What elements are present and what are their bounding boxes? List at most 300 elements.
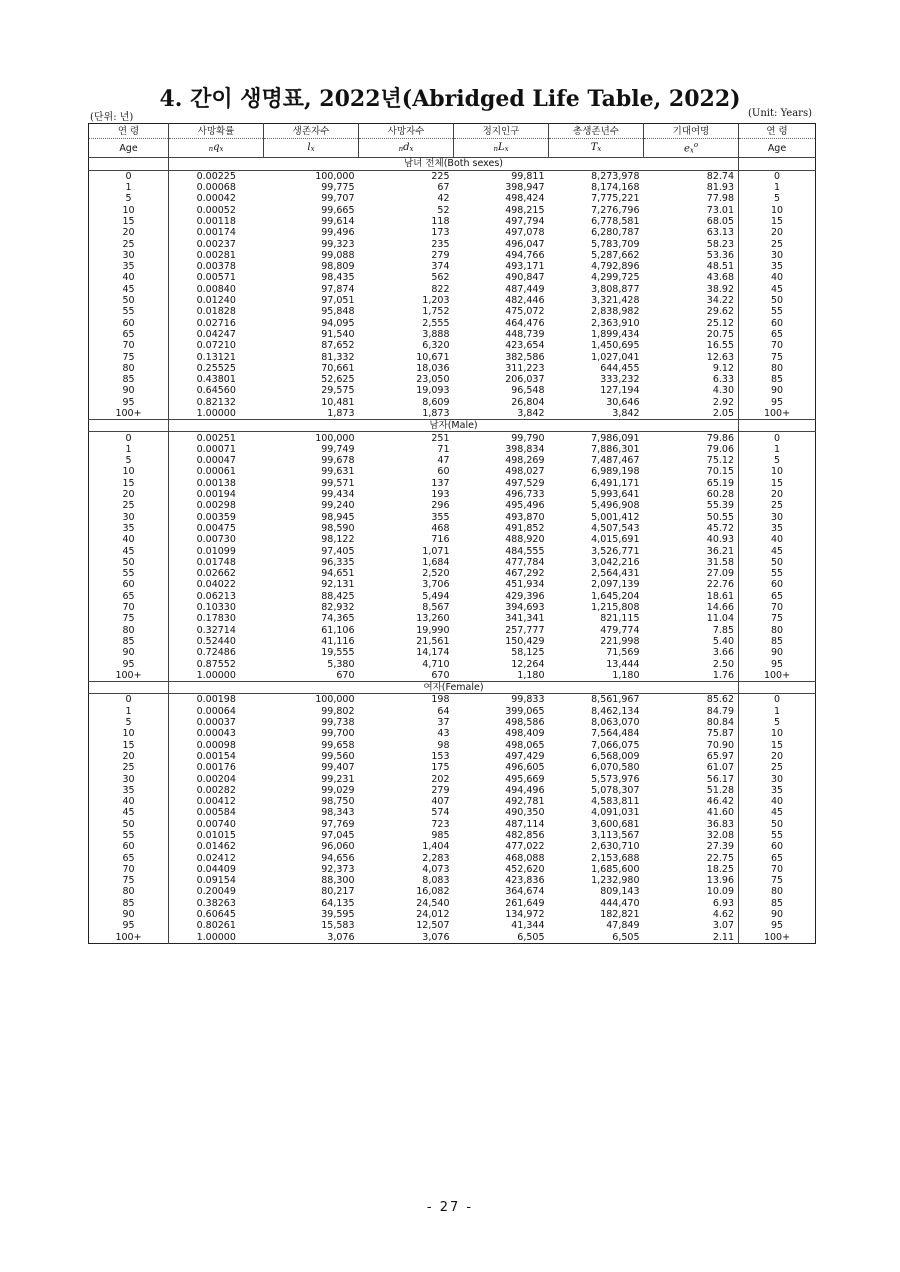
- cell-Lx: 206,037: [505, 374, 545, 386]
- cell-Tx: 1,215,808: [591, 602, 640, 614]
- cell-age-left: 0: [89, 170, 169, 182]
- cell-Tx: 8,462,134: [591, 705, 640, 717]
- cell-age-left: 90: [89, 647, 169, 658]
- table-row: [89, 717, 816, 728]
- cell-dx: 64: [437, 705, 450, 717]
- cell-Lx: 451,934: [505, 579, 545, 591]
- cell-age-right: 5: [739, 717, 816, 728]
- cell-qx: 0.01240: [196, 295, 236, 307]
- cell-Lx: 477,784: [505, 556, 545, 568]
- cell-qx: 0.00840: [196, 283, 236, 295]
- table-row: [89, 841, 816, 852]
- cell-lx: 99,323: [321, 238, 355, 250]
- cell-Tx: 2,838,982: [591, 306, 640, 318]
- cell-dx: 407: [431, 796, 450, 808]
- cell-age-right: 25: [739, 762, 816, 773]
- table-row: [89, 216, 816, 227]
- section-header-spacer: [739, 420, 816, 432]
- cell-age-left: 25: [89, 500, 169, 511]
- cell-Lx: 134,972: [505, 909, 545, 921]
- cell-lx: 99,749: [321, 443, 355, 455]
- cell-ex: 46.42: [706, 796, 734, 808]
- cell-qx: 0.00198: [196, 694, 236, 706]
- cell-Lx: 498,409: [505, 728, 545, 740]
- cell-Tx: 182,821: [600, 909, 640, 921]
- cell-lx: 100,000: [315, 694, 355, 706]
- cell-age-left: 75: [89, 875, 169, 886]
- cell-lx: 99,231: [321, 773, 355, 785]
- cell-Tx: 2,097,139: [591, 579, 640, 591]
- cell-Lx: 497,078: [505, 227, 545, 239]
- cell-qx: 0.00047: [196, 455, 236, 467]
- cell-Tx: 1,645,204: [591, 590, 640, 602]
- cell-lx: 98,590: [321, 522, 355, 534]
- cell-Tx: 1,450,695: [591, 340, 640, 352]
- cell-Lx: 490,350: [505, 807, 545, 819]
- cell-lx: 99,496: [321, 227, 355, 239]
- cell-lx: 99,434: [321, 489, 355, 501]
- table-row: [89, 340, 816, 351]
- header-row-korean: [89, 124, 816, 139]
- cell-ex: 70.90: [706, 739, 734, 751]
- cell-dx: 3,888: [422, 328, 450, 340]
- cell-age-left: 35: [89, 261, 169, 272]
- header-row-symbols: [89, 139, 816, 158]
- table-row: [89, 329, 816, 340]
- cell-lx: 87,652: [321, 340, 355, 352]
- cell-age-right: 5: [739, 193, 816, 204]
- cell-Tx: 479,774: [600, 624, 640, 636]
- header-age-ko-left: 연 령: [89, 124, 169, 139]
- table-row: [89, 819, 816, 830]
- cell-ex: 73.01: [706, 204, 734, 216]
- cell-qx: 0.00475: [196, 522, 236, 534]
- cell-lx: 19,555: [321, 647, 355, 659]
- cell-age-right: 60: [739, 579, 816, 590]
- cell-dx: 5,494: [422, 590, 450, 602]
- table-row: [89, 545, 816, 556]
- cell-Lx: 26,804: [511, 396, 545, 408]
- cell-qx: 1.00000: [196, 931, 236, 943]
- cell-Tx: 4,792,896: [591, 261, 640, 273]
- header-age-ko-right: 연 령: [739, 124, 816, 139]
- cell-age-right: 60: [739, 841, 816, 852]
- section-title: 남자(Male): [169, 420, 739, 432]
- cell-Tx: 6,505: [612, 931, 640, 943]
- cell-dx: 42: [437, 193, 450, 205]
- table-body: [89, 158, 816, 943]
- cell-ex: 16.55: [706, 340, 734, 352]
- cell-age-right: 55: [739, 830, 816, 841]
- cell-dx: 60: [437, 466, 450, 478]
- table-row: [89, 408, 816, 420]
- section-header-spacer: [739, 158, 816, 170]
- cell-Lx: 493,870: [505, 511, 545, 523]
- cell-ex: 41.60: [706, 807, 734, 819]
- table-row: [89, 807, 816, 818]
- cell-Tx: 3,042,216: [591, 556, 640, 568]
- cell-Tx: 30,646: [606, 396, 640, 408]
- cell-Lx: 6,505: [517, 931, 545, 943]
- cell-dx: 71: [437, 443, 450, 455]
- cell-Tx: 5,993,641: [591, 489, 640, 501]
- cell-ex: 2.92: [712, 396, 734, 408]
- cell-dx: 175: [431, 762, 450, 774]
- cell-lx: 98,122: [321, 534, 355, 546]
- section-title: 여자(Female): [169, 681, 739, 693]
- cell-dx: 225: [431, 170, 450, 182]
- cell-age-right: 30: [739, 773, 816, 784]
- table-row: [89, 694, 816, 706]
- cell-age-left: 85: [89, 898, 169, 909]
- cell-age-right: 80: [739, 363, 816, 374]
- cell-Tx: 3,808,877: [591, 283, 640, 295]
- cell-ex: 32.08: [706, 829, 734, 841]
- cell-qx: 0.00237: [196, 238, 236, 250]
- cell-Tx: 5,001,412: [591, 511, 640, 523]
- cell-Lx: 58,125: [511, 647, 545, 659]
- cell-qx: 0.01828: [196, 306, 236, 318]
- table-row: [89, 636, 816, 647]
- cell-age-right: 40: [739, 272, 816, 283]
- cell-qx: 0.00098: [196, 739, 236, 751]
- cell-lx: 98,750: [321, 796, 355, 808]
- cell-lx: 100,000: [315, 432, 355, 444]
- table-row: [89, 466, 816, 477]
- cell-Lx: 482,856: [505, 829, 545, 841]
- table-row: [89, 272, 816, 283]
- cell-qx: 0.04409: [196, 863, 236, 875]
- table-row: [89, 830, 816, 841]
- cell-qx: 0.80261: [196, 920, 236, 932]
- cell-lx: 100,000: [315, 170, 355, 182]
- table-row: [89, 261, 816, 272]
- table-row: [89, 170, 816, 182]
- cell-dx: 562: [431, 272, 450, 284]
- table-row: [89, 875, 816, 886]
- cell-qx: 0.00571: [196, 272, 236, 284]
- cell-Tx: 2,630,710: [591, 841, 640, 853]
- table-row: [89, 250, 816, 261]
- cell-Tx: 7,986,091: [591, 432, 640, 444]
- cell-age-left: 35: [89, 523, 169, 534]
- cell-Lx: 261,649: [505, 897, 545, 909]
- page-number: - 27 -: [426, 1200, 474, 1215]
- cell-qx: 0.00378: [196, 261, 236, 273]
- cell-age-left: 100+: [89, 670, 169, 682]
- cell-dx: 47: [437, 455, 450, 467]
- cell-Lx: 495,496: [505, 500, 545, 512]
- cell-ex: 9.12: [712, 362, 734, 374]
- cell-dx: 3,076: [422, 931, 450, 943]
- table-row: [89, 932, 816, 944]
- cell-age-right: 15: [739, 478, 816, 489]
- cell-ex: 65.19: [706, 477, 734, 489]
- section-title: 남녀 전체(Both sexes): [169, 158, 739, 170]
- table-row: [89, 728, 816, 739]
- cell-qx: 0.82132: [196, 396, 236, 408]
- cell-age-right: 45: [739, 284, 816, 295]
- cell-dx: 985: [431, 829, 450, 841]
- cell-lx: 99,029: [321, 784, 355, 796]
- cell-ex: 5.40: [712, 635, 734, 647]
- cell-dx: 193: [431, 489, 450, 501]
- cell-dx: 14,174: [416, 647, 450, 659]
- section-header-spacer: [89, 158, 169, 170]
- cell-qx: 0.87552: [196, 658, 236, 670]
- cell-lx: 670: [336, 669, 355, 681]
- cell-Lx: 487,114: [505, 818, 545, 830]
- cell-Lx: 498,215: [505, 204, 545, 216]
- cell-dx: 1,071: [422, 545, 450, 557]
- cell-age-right: 50: [739, 819, 816, 830]
- cell-lx: 1,873: [327, 408, 355, 419]
- cell-age-left: 100+: [89, 932, 169, 944]
- cell-Lx: 495,669: [505, 773, 545, 785]
- cell-lx: 92,131: [321, 579, 355, 591]
- cell-qx: 0.00225: [196, 170, 236, 182]
- cell-ex: 77.98: [706, 193, 734, 205]
- cell-qx: 0.00071: [196, 443, 236, 455]
- cell-Lx: 429,396: [505, 590, 545, 602]
- cell-qx: 0.09154: [196, 875, 236, 887]
- cell-lx: 41,116: [321, 635, 355, 647]
- table-row: [89, 613, 816, 624]
- table-row: [89, 478, 816, 489]
- cell-dx: 279: [431, 249, 450, 261]
- cell-Lx: 492,781: [505, 796, 545, 808]
- cell-ex: 6.93: [712, 897, 734, 909]
- table-row: [89, 306, 816, 317]
- cell-qx: 0.04247: [196, 328, 236, 340]
- cell-qx: 0.00359: [196, 511, 236, 523]
- cell-ex: 4.62: [712, 909, 734, 921]
- cell-Tx: 2,153,688: [591, 852, 640, 864]
- cell-ex: 50.55: [706, 511, 734, 523]
- cell-age-left: 70: [89, 602, 169, 613]
- cell-dx: 98: [437, 739, 450, 751]
- cell-age-left: 0: [89, 694, 169, 706]
- cell-dx: 235: [431, 238, 450, 250]
- table-row: [89, 523, 816, 534]
- cell-age-right: 30: [739, 250, 816, 261]
- cell-Lx: 398,947: [505, 182, 545, 194]
- cell-dx: 24,012: [416, 909, 450, 921]
- cell-dx: 24,540: [416, 897, 450, 909]
- table-row: [89, 432, 816, 444]
- cell-Lx: 394,693: [505, 602, 545, 614]
- cell-Lx: 1,180: [517, 669, 545, 681]
- cell-qx: 0.00176: [196, 762, 236, 774]
- header-lx-ko: 생존자수: [264, 124, 359, 139]
- cell-qx: 0.00281: [196, 249, 236, 261]
- cell-lx: 94,651: [321, 568, 355, 580]
- cell-age-right: 1: [739, 706, 816, 717]
- cell-lx: 99,631: [321, 466, 355, 478]
- table-row: [89, 363, 816, 374]
- cell-age-right: 95: [739, 397, 816, 408]
- cell-qx: 0.00282: [196, 784, 236, 796]
- cell-Lx: 487,449: [505, 283, 545, 295]
- cell-qx: 0.00194: [196, 489, 236, 501]
- cell-qx: 0.00298: [196, 500, 236, 512]
- cell-ex: 2.05: [712, 408, 734, 419]
- cell-age-left: 70: [89, 340, 169, 351]
- table-row: [89, 886, 816, 897]
- cell-dx: 1,404: [422, 841, 450, 853]
- cell-age-left: 15: [89, 739, 169, 750]
- cell-ex: 18.61: [706, 590, 734, 602]
- table-row: [89, 751, 816, 762]
- table-row: [89, 374, 816, 385]
- cell-ex: 48.51: [706, 261, 734, 273]
- cell-age-left: 50: [89, 819, 169, 830]
- cell-age-left: 40: [89, 534, 169, 545]
- cell-age-left: 30: [89, 250, 169, 261]
- cell-dx: 6,320: [422, 340, 450, 352]
- cell-Tx: 821,115: [600, 613, 640, 625]
- cell-age-right: 70: [739, 864, 816, 875]
- cell-qx: 0.00740: [196, 818, 236, 830]
- cell-Lx: 150,429: [505, 635, 545, 647]
- cell-ex: 80.84: [706, 717, 734, 729]
- cell-Tx: 644,455: [600, 362, 640, 374]
- cell-qx: 0.32714: [196, 624, 236, 636]
- cell-age-right: 90: [739, 647, 816, 658]
- cell-ex: 65.97: [706, 750, 734, 762]
- cell-qx: 1.00000: [196, 408, 236, 419]
- cell-lx: 97,405: [321, 545, 355, 557]
- cell-lx: 99,802: [321, 705, 355, 717]
- cell-ex: 79.86: [706, 432, 734, 444]
- cell-Lx: 494,496: [505, 784, 545, 796]
- cell-Lx: 477,022: [505, 841, 545, 853]
- table-row: [89, 706, 816, 717]
- cell-age-right: 20: [739, 227, 816, 238]
- cell-qx: 0.72486: [196, 647, 236, 659]
- cell-lx: 94,095: [321, 317, 355, 329]
- unit-label-english: (Unit: Years): [748, 108, 812, 119]
- cell-Lx: 484,555: [505, 545, 545, 557]
- cell-age-left: 90: [89, 909, 169, 920]
- cell-Lx: 497,429: [505, 750, 545, 762]
- cell-age-right: 20: [739, 489, 816, 500]
- cell-age-left: 5: [89, 455, 169, 466]
- cell-qx: 0.00061: [196, 466, 236, 478]
- cell-Tx: 6,070,580: [591, 762, 640, 774]
- cell-dx: 137: [431, 477, 450, 489]
- cell-Lx: 475,072: [505, 306, 545, 318]
- table-row: [89, 512, 816, 523]
- cell-ex: 36.21: [706, 545, 734, 557]
- cell-qx: 0.00068: [196, 182, 236, 194]
- cell-age-left: 80: [89, 625, 169, 636]
- cell-Lx: 496,733: [505, 489, 545, 501]
- cell-Tx: 127,194: [600, 385, 640, 397]
- table-row: [89, 500, 816, 511]
- cell-dx: 716: [431, 534, 450, 546]
- cell-age-left: 95: [89, 397, 169, 408]
- table-row: [89, 351, 816, 362]
- table-row: [89, 182, 816, 193]
- cell-age-right: 50: [739, 295, 816, 306]
- cell-dx: 12,507: [416, 920, 450, 932]
- cell-ex: 79.06: [706, 443, 734, 455]
- cell-ex: 51.28: [706, 784, 734, 796]
- cell-Lx: 468,088: [505, 852, 545, 864]
- cell-age-right: 1: [739, 444, 816, 455]
- cell-dx: 67: [437, 182, 450, 194]
- cell-lx: 97,769: [321, 818, 355, 830]
- cell-age-left: 45: [89, 807, 169, 818]
- table-row: [89, 625, 816, 636]
- cell-Tx: 6,568,009: [591, 750, 640, 762]
- header-ex-ko: 기대여명: [644, 124, 739, 139]
- cell-qx: 0.00251: [196, 432, 236, 444]
- cell-qx: 0.02412: [196, 852, 236, 864]
- cell-age-left: 5: [89, 193, 169, 204]
- header-Tx-ko: 총생존년수: [549, 124, 644, 139]
- table-row: [89, 568, 816, 579]
- cell-dx: 468: [431, 522, 450, 534]
- table-row: [89, 864, 816, 875]
- cell-dx: 43: [437, 728, 450, 740]
- cell-lx: 95,848: [321, 306, 355, 318]
- cell-qx: 0.01099: [196, 545, 236, 557]
- cell-age-right: 90: [739, 385, 816, 396]
- header-dx-symbol: $_nd_x$: [359, 139, 454, 158]
- cell-qx: 1.00000: [196, 669, 236, 681]
- cell-age-left: 1: [89, 706, 169, 717]
- cell-dx: 4,710: [422, 658, 450, 670]
- cell-age-left: 85: [89, 636, 169, 647]
- cell-lx: 97,874: [321, 283, 355, 295]
- cell-Tx: 5,783,709: [591, 238, 640, 250]
- table-row: [89, 647, 816, 658]
- cell-Tx: 4,091,031: [591, 807, 640, 819]
- cell-ex: 53.36: [706, 249, 734, 261]
- cell-dx: 8,567: [422, 602, 450, 614]
- cell-age-left: 20: [89, 227, 169, 238]
- cell-age-left: 10: [89, 205, 169, 216]
- cell-ex: 2.11: [712, 931, 734, 943]
- cell-age-left: 10: [89, 466, 169, 477]
- cell-Lx: 467,292: [505, 568, 545, 580]
- cell-age-right: 95: [739, 920, 816, 931]
- cell-Tx: 3,600,681: [591, 818, 640, 830]
- table-row: [89, 317, 816, 328]
- cell-dx: 723: [431, 818, 450, 830]
- cell-Lx: 96,548: [511, 385, 545, 397]
- cell-dx: 8,609: [422, 396, 450, 408]
- cell-Lx: 448,739: [505, 328, 545, 340]
- cell-ex: 68.05: [706, 215, 734, 227]
- cell-Tx: 1,685,600: [591, 863, 640, 875]
- cell-dx: 574: [431, 807, 450, 819]
- cell-lx: 99,240: [321, 500, 355, 512]
- cell-Lx: 41,344: [511, 920, 545, 932]
- cell-age-right: 10: [739, 205, 816, 216]
- cell-qx: 0.00037: [196, 717, 236, 729]
- table-row: [89, 397, 816, 408]
- table-row: [89, 773, 816, 784]
- cell-Tx: 3,113,567: [591, 829, 640, 841]
- cell-age-right: 60: [739, 317, 816, 328]
- cell-Tx: 5,573,976: [591, 773, 640, 785]
- cell-ex: 84.79: [706, 705, 734, 717]
- cell-age-right: 35: [739, 523, 816, 534]
- cell-age-left: 40: [89, 272, 169, 283]
